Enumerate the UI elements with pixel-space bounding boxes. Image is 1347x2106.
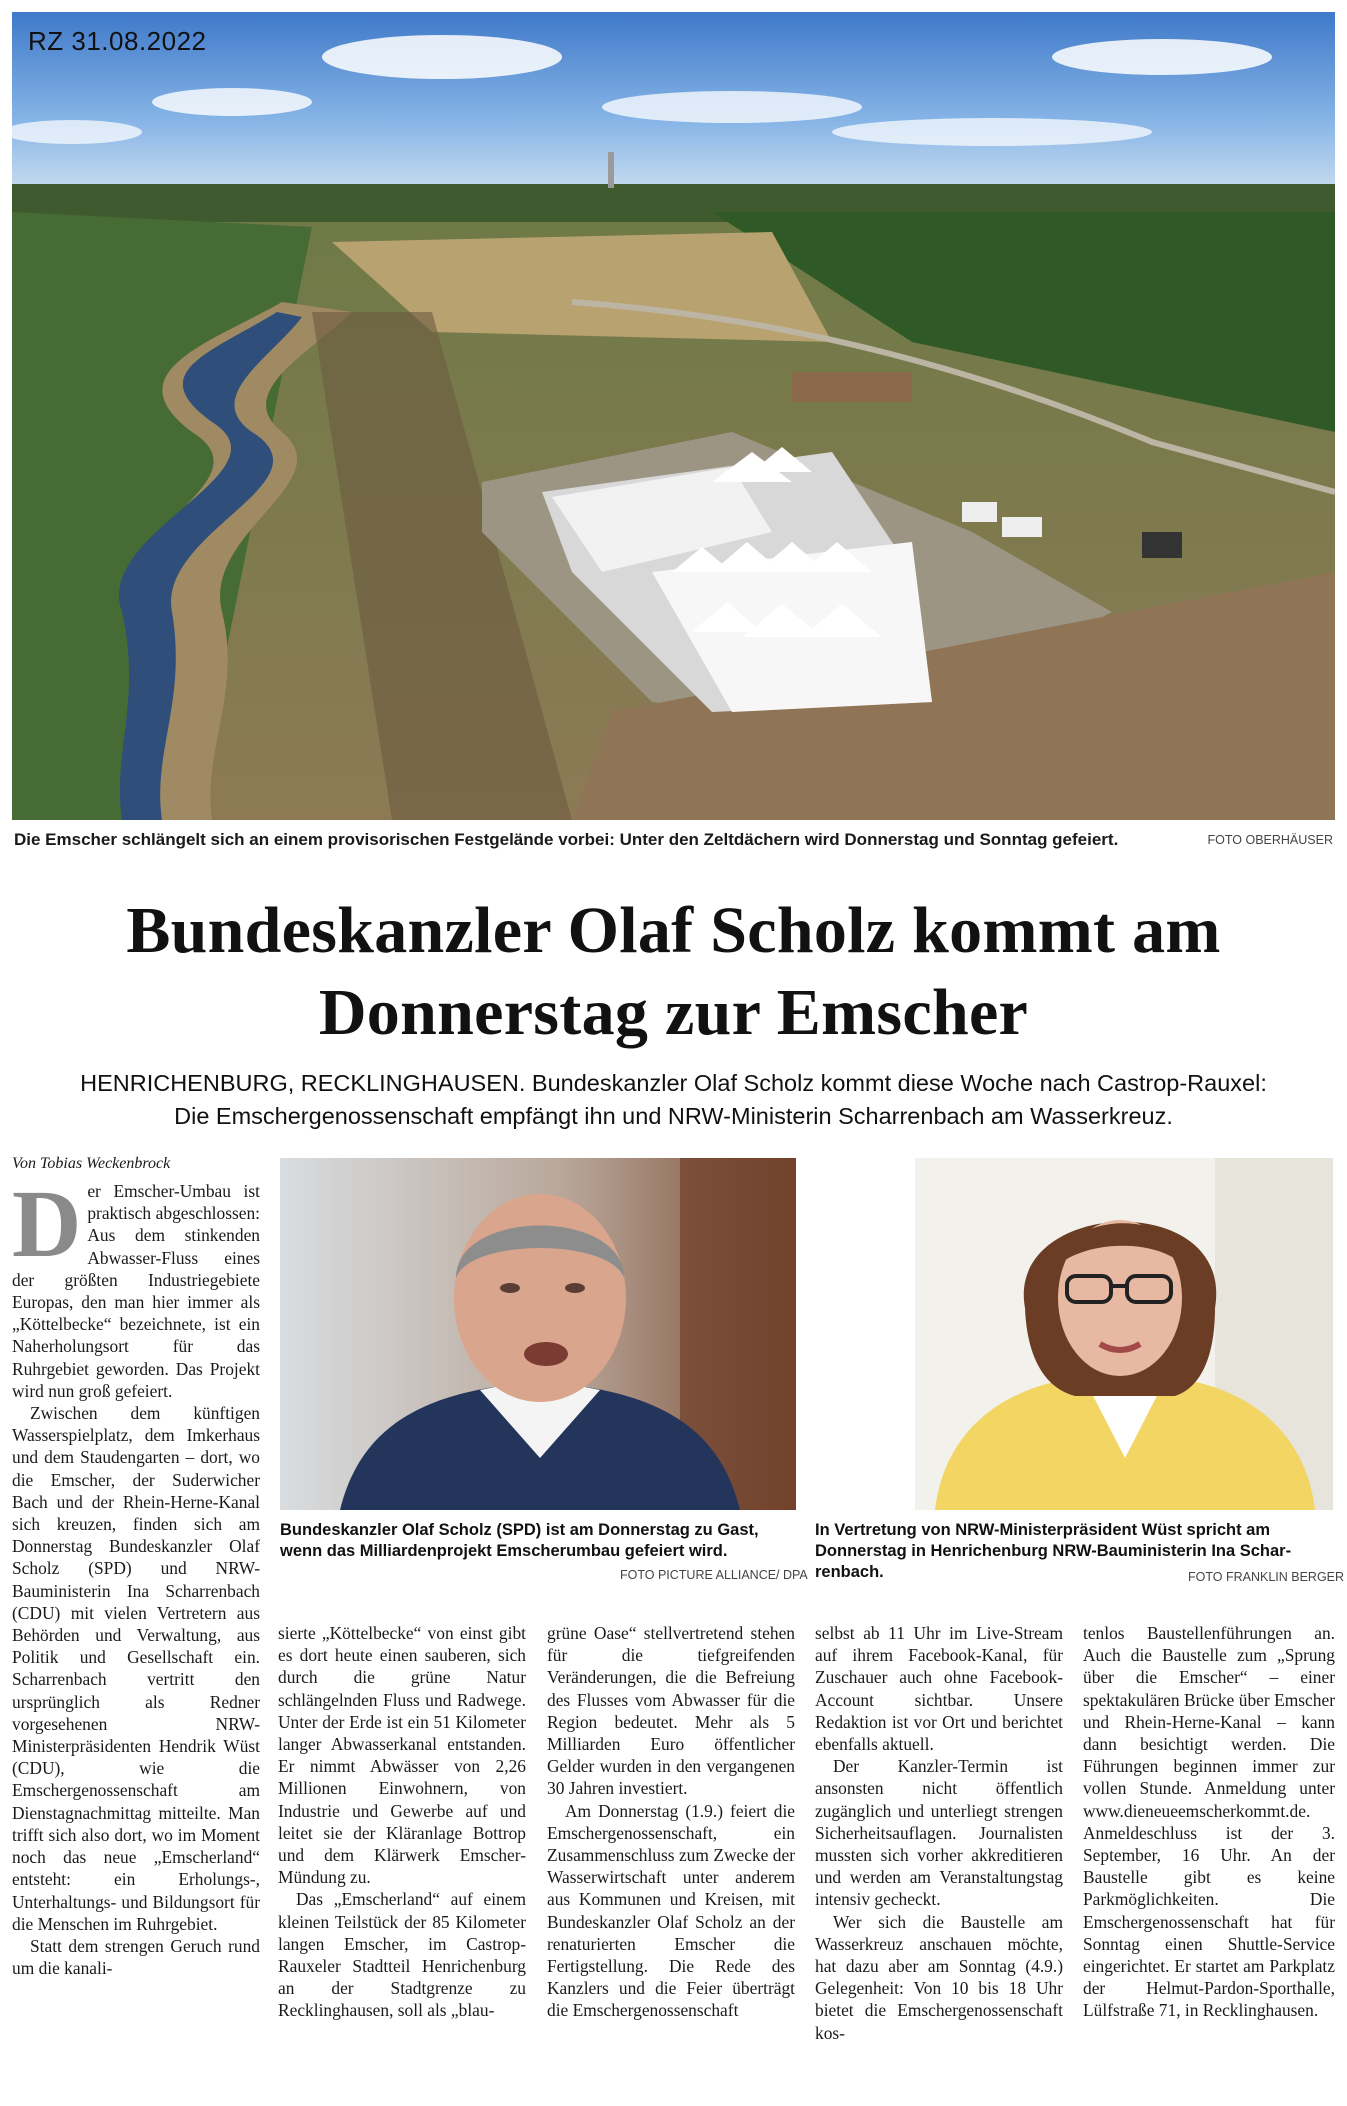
lead-line-1: HENRICHENBURG, RECKLINGHAUSEN. Bundeskanzler Olaf Scholz kommt diese Woche nach Castrop-Rauxel:	[80, 1070, 1267, 1096]
lead-text	[30, 1067, 1317, 1133]
aerial-photo	[12, 12, 1335, 820]
article-paragraph: Wer sich die Baustelle am Wasserkreuz anschauen möchte, hat dazu aber am Sonntag (4.9.) Gelegenheit: Von 10 bis 18 Uhr bietet die Emschergenossenschaft kos-	[815, 1911, 1063, 2043]
scharrenbach-caption-line-1: In Vertretung von NRW-Ministerpräsident Wüst spricht am	[815, 1521, 1270, 1539]
article-paragraph: tenlos Baustellenführungen an. Auch die Baustelle zum „Sprung über die Emscher“ – einer spektakulären Brücke über Emscher und Rhein-Herne-Kanal – kann dann besichtigt werden. Die Führungen beginnen immer zur vollen Stunde. Anmeldung unter www.dieneueemscherkommt.de. Anmeldeschluss ist der 3. September, 16 Uhr. An der Baustelle gibt es keine Parkmöglichkeiten. Die Emschergenossenschaft hat für Sonntag einen Shuttle-Service eingerichtet. Er startet am Parkplatz der Helmut-Pardon-Sporthalle, Lülfstraße 71, in Recklinghausen.	[1083, 1623, 1335, 2021]
aerial-photo-image	[12, 12, 1335, 820]
article-paragraph: Statt dem strengen Geruch rund um die kanali-	[12, 1935, 260, 1979]
scholz-caption-line-1: Bundeskanzler Olaf Scholz (SPD) ist am Donnerstag zu Gast,	[280, 1521, 759, 1539]
article-column-2	[278, 1622, 526, 2100]
article-paragraph: grüne Oase“ stellvertretend stehen für die tiefgreifenden Veränderungen, die die Befreiung des Flusses vom Abwasser für die Region bedeutet. Mehr als 5 Milliarden Euro öffentlicher Gelder wurden in den vergangenen 30 Jahren investiert.	[547, 1623, 795, 1799]
article-column-3	[547, 1622, 795, 2100]
scharrenbach-photo-credit: FOTO FRANKLIN BERGER	[1188, 1570, 1345, 1584]
date-stamp: RZ 31.08.2022	[28, 26, 207, 56]
scharrenbach-portrait-image	[915, 1158, 1333, 1510]
scholz-caption-line-2: wenn das Milliardenprojekt Emscherumbau gefeiert wird.	[280, 1542, 728, 1560]
article-paragraph: Zwischen dem künftigen Wasserspielplatz, dem Imkerhaus und dem Staudengarten – dort, wo die Emscher, der Suderwicher Bach und der Rhein-Herne-Kanal sich kreuzen, finden sich am Donnerstag Bundeskanzler Olaf Scholz (SPD) und NRW-Bauministerin Ina Scharrenbach (CDU) mit vielen Vertretern aus Behörden und Verwaltung, aus Politik und Gesellschaft ein. Scharrenbach vertritt den ursprünglich als Redner vorgesehenen NRW-Ministerpräsidenten Hendrik Wüst (CDU), wie die Emschergenossenschaft am Dienstagnachmittag mitteilte. Man trifft sich also dort, wo im Moment noch das neue „Emscherland“ entsteht: ein Erholungs-, Unterhaltungs- und Bildungsort für die Menschen im Ruhrgebiet.	[12, 1403, 260, 1934]
scholz-photo-caption	[280, 1520, 796, 1562]
scharrenbach-caption-line-2: Donnerstag in Henrichenburg NRW-Bauministerin Ina Schar-	[815, 1542, 1292, 1560]
article-paragraph: er Emscher-Umbau ist praktisch abgeschlossen: Aus dem stinkenden Abwasser-Fluss eines der größten Industriegebiete Europas, den man hier immer als „Köttelbecke“ bezeichnete, ist ein Naherholungsort für das Ruhrgebiet geworden. Das Projekt wird nun groß gefeiert.	[12, 1181, 260, 1401]
scharrenbach-photo	[915, 1158, 1333, 1510]
article-paragraph: Das „Emscherland“ auf einem kleinen Teilstück der 85 Kilometer langen Emscher, im Castrop-Rauxeler Stadtteil Henrichenburg an der Stadtgrenze zu Recklinghausen, soll als „blau-	[278, 1889, 526, 2021]
article-paragraph: sierte „Köttelbecke“ von einst gibt es dort heute einen sauberen, sich durch die grüne Natur schlängelnden Fluss und Radwege. Unter der Erde ist ein 51 Kilometer langer Abwasserkanal entstanden. Er nimmt Abwässer von 2,26 Millionen Einwohnern, von Industrie und Gewerbe auf und leitet sie der Kläranlage Bottrop und dem Klärwerk Emscher-Mündung zu.	[278, 1623, 526, 1888]
scharrenbach-caption-line-3: renbach.	[815, 1563, 884, 1581]
headline	[30, 890, 1317, 1054]
article-column-1	[12, 1180, 260, 2100]
aerial-photo-credit: FOTO OBERHÄUSER	[1207, 833, 1333, 847]
byline: Von Tobias Weckenbrock	[12, 1155, 171, 1172]
aerial-photo-caption	[12, 830, 1335, 856]
scholz-photo	[280, 1158, 796, 1510]
dropcap: D	[12, 1180, 82, 1277]
headline-line-1: Bundeskanzler Olaf Scholz kommt am	[126, 894, 1221, 967]
scholz-photo-credit: FOTO PICTURE ALLIANCE/ DPA	[620, 1568, 808, 1582]
article-paragraph: Der Kanzler-Termin ist ansonsten nicht öffentlich zugänglich und unterliegt strengen Sicherheitsauflagen. Journalisten mussten sich vorher akkreditieren und werden am Veranstaltungstag intensiv gecheckt.	[815, 1756, 1063, 1910]
article-paragraph: selbst ab 11 Uhr im Live-Stream auf ihrem Facebook-Kanal, für Zuschauer auch ohne Facebook-Account sichtbar. Unsere Redaktion ist vor Ort und berichtet ebenfalls aktuell.	[815, 1623, 1063, 1755]
article-column-4	[815, 1622, 1063, 2100]
headline-line-2: Donnerstag zur Emscher	[318, 976, 1029, 1049]
article-column-5	[1083, 1622, 1335, 2100]
scholz-portrait-image	[280, 1158, 796, 1510]
article-paragraph: Am Donnerstag (1.9.) feiert die Emschergenossenschaft, ein Zusammenschluss zum Zwecke der Wasserwirtschaft unter anderem aus Kommunen und Kreisen, mit Bundeskanzler Olaf Scholz an der renaturierten Emscher die Fertigstellung. Die Rede des Kanzlers und die Feier überträgt die Emschergenossenschaft	[547, 1800, 795, 2021]
lead-line-2: Die Emschergenossenschaft empfängt ihn und NRW-Ministerin Scharrenbach am Wasserkreuz.	[174, 1103, 1173, 1129]
aerial-caption-text: Die Emscher schlängelt sich an einem provisorischen Festgelände vorbei: Unter den Zeltdächern wird Donnerstag und Sonntag gefeiert.	[14, 830, 1119, 849]
